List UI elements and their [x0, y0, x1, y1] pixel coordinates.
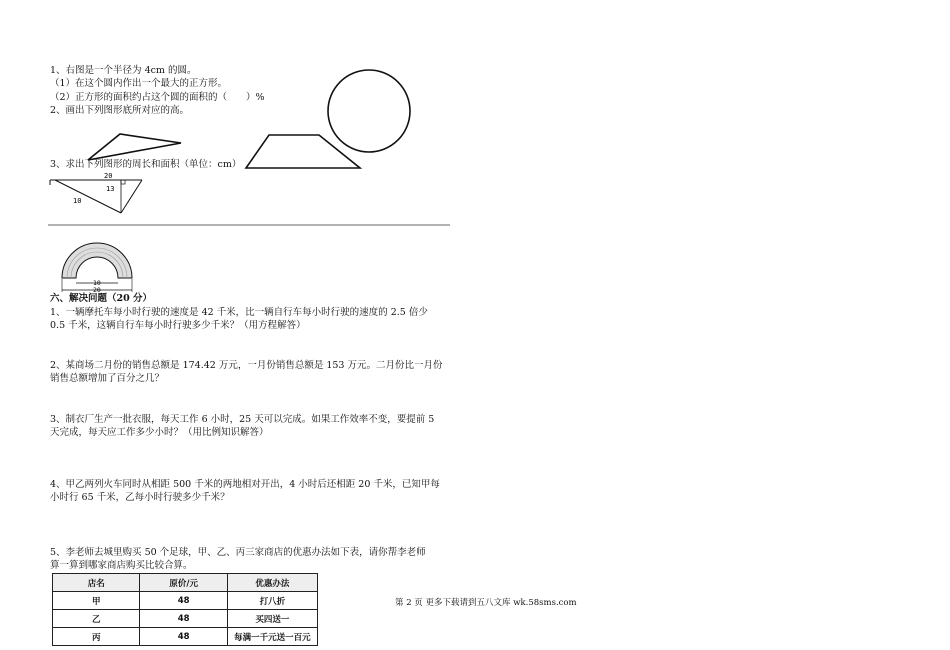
- section6-title: 六、解决问题（20 分）: [50, 293, 153, 304]
- problem2-line1: 2、某商场二月份的销售总额是 174.42 万元，一月份销售总额是 153 万元。二月份比一月份: [50, 360, 443, 371]
- table-cell: 48: [140, 592, 227, 610]
- table-cell: 48: [140, 628, 227, 646]
- triangle-figure: [88, 134, 181, 160]
- problem3-line2: 天完成，每天应工作多少小时？（用比例知识解答）: [50, 427, 269, 438]
- arch-label-inner: 10: [93, 279, 101, 287]
- triangle-label-top: 20: [104, 172, 113, 180]
- problem2-line2: 销售总额增加了百分之几？: [50, 373, 165, 384]
- triangle-label-middle: 13: [106, 185, 115, 193]
- page-footer: 第 2 页 更多下载请到五八文库 wk.58sms.com: [395, 598, 577, 608]
- problem1-line1: 1、一辆摩托车每小时行驶的速度是 42 千米，比一辆自行车每小时行驶的速度的 2.5 倍少: [50, 307, 428, 318]
- table-cell: 丙: [53, 628, 140, 646]
- table-row: [53, 628, 318, 646]
- q1-part2-text: （2）正方形的面积约占这个圆的面积的（ ）%: [50, 92, 265, 103]
- trapezoid-figure: [246, 135, 360, 168]
- table-row: [53, 610, 318, 628]
- circle-figure: [328, 70, 410, 152]
- table-cell: 乙: [53, 610, 140, 628]
- arch-label-outer: 20: [93, 286, 101, 294]
- table-cell: 每满一千元送一百元: [227, 628, 317, 646]
- table-header: 优惠办法: [227, 574, 317, 592]
- table-header: 店名: [53, 574, 140, 592]
- area-triangle-figure: [50, 180, 142, 213]
- table-cell: 甲: [53, 592, 140, 610]
- problem5-line1: 5、李老师去城里购买 50 个足球，甲、乙、丙三家商店的优惠办法如下表，请你帮李老师: [50, 547, 426, 558]
- q1-part1-text: （1）在这个圆内作出一个最大的正方形。: [50, 78, 228, 89]
- problem3-line1: 3、制衣厂生产一批衣服，每天工作 6 小时，25 天可以完成。如果工作效率不变，要提前 5: [50, 414, 435, 425]
- problem4-line2: 小时行 65 千米，乙每小时行驶多少千米？: [50, 492, 230, 503]
- table-header: 原价/元: [140, 574, 227, 592]
- problem5-line2: 算一算到哪家商店购买比较合算。: [50, 560, 193, 571]
- q2-text: 2、画出下列图形底所对应的高。: [50, 105, 190, 116]
- table-cell: 48: [140, 610, 227, 628]
- problem1-line2: 0.5 千米，这辆自行车每小时行驶多少千米？（用方程解答）: [50, 320, 306, 331]
- table-cell: 打八折: [227, 592, 317, 610]
- q1-text: 1、右图是一个半径为 4cm 的圆。: [50, 65, 197, 76]
- triangle-label-left: 10: [73, 197, 82, 205]
- table-header-row: [53, 574, 318, 592]
- table-row: [53, 592, 318, 610]
- table-cell: 买四送一: [227, 610, 317, 628]
- problem4-line1: 4、甲乙两列火车同时从相距 500 千米的两地相对开出，4 小时后还相距 20 千米，已知甲每: [50, 479, 440, 490]
- price-table: [52, 573, 318, 646]
- q3-text: 3、求出下列图形的周长和面积（单位：cm）: [50, 159, 242, 170]
